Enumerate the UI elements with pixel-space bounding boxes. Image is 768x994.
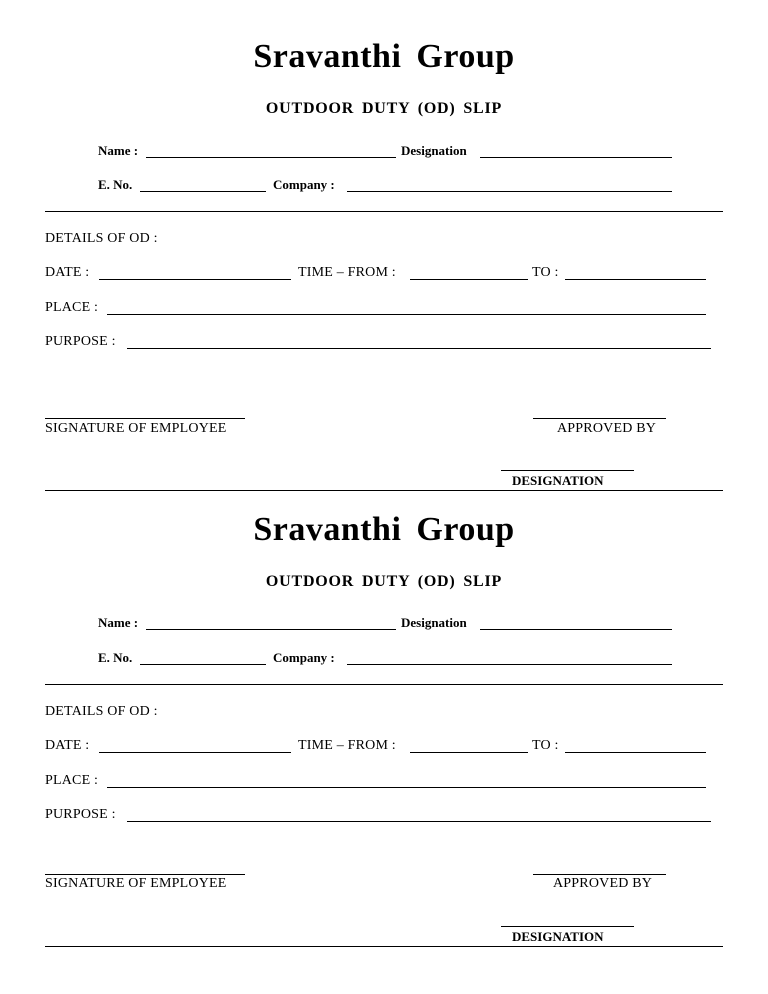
emp-no-label: E. No. [98, 650, 133, 665]
to-label: TO : [532, 265, 559, 280]
name-field-line[interactable] [146, 157, 396, 158]
time-from-field-line[interactable] [410, 279, 528, 280]
designation-sign-label: DESIGNATION [512, 473, 604, 488]
name-field-line[interactable] [146, 629, 396, 630]
purpose-field-line[interactable] [127, 348, 711, 349]
name-label: Name : [98, 143, 139, 158]
approved-by-label: APPROVED BY [553, 876, 653, 891]
company-label: Company : [273, 650, 335, 665]
od-slip-1 [0, 0, 768, 488]
date-field-line[interactable] [99, 279, 291, 280]
purpose-field-line[interactable] [127, 821, 711, 822]
section-divider [45, 684, 723, 685]
employee-signature-line[interactable] [45, 418, 245, 419]
emp-no-label: E. No. [98, 177, 133, 192]
company-title: Sravanthi Group [253, 38, 515, 75]
name-label: Name : [98, 615, 139, 630]
od-slip-2 [0, 473, 768, 953]
form-title: OUTDOOR DUTY (OD) SLIP [265, 100, 503, 117]
details-heading: DETAILS OF OD : [45, 704, 158, 719]
slip-bottom-rule [45, 946, 723, 947]
employee-signature-line[interactable] [45, 874, 245, 875]
emp-no-field-line[interactable] [140, 191, 266, 192]
section-divider [45, 211, 723, 212]
designation-sign-label: DESIGNATION [512, 929, 604, 944]
approver-signature-line[interactable] [533, 418, 666, 419]
emp-no-field-line[interactable] [140, 664, 266, 665]
form-title: OUTDOOR DUTY (OD) SLIP [265, 573, 503, 590]
company-label: Company : [273, 177, 335, 192]
date-field-line[interactable] [99, 752, 291, 753]
time-from-label: TIME – FROM : [298, 738, 396, 753]
purpose-label: PURPOSE : [45, 807, 116, 822]
time-to-field-line[interactable] [565, 752, 706, 753]
signature-label: SIGNATURE OF EMPLOYEE [45, 876, 227, 891]
time-from-field-line[interactable] [410, 752, 528, 753]
designation-label: Designation [401, 143, 467, 158]
date-label: DATE : [45, 265, 90, 280]
designation-field-line[interactable] [480, 629, 672, 630]
approved-by-label: APPROVED BY [557, 421, 657, 436]
purpose-label: PURPOSE : [45, 334, 116, 349]
place-field-line[interactable] [107, 787, 706, 788]
company-field-line[interactable] [347, 191, 672, 192]
time-from-label: TIME – FROM : [298, 265, 396, 280]
place-field-line[interactable] [107, 314, 706, 315]
designation-signature-line[interactable] [501, 470, 634, 471]
designation-field-line[interactable] [480, 157, 672, 158]
designation-signature-line[interactable] [501, 926, 634, 927]
company-title: Sravanthi Group [253, 511, 515, 548]
details-heading: DETAILS OF OD : [45, 231, 158, 246]
time-to-field-line[interactable] [565, 279, 706, 280]
signature-label: SIGNATURE OF EMPLOYEE [45, 421, 227, 436]
designation-label: Designation [401, 615, 467, 630]
to-label: TO : [532, 738, 559, 753]
place-label: PLACE : [45, 300, 99, 315]
approver-signature-line[interactable] [533, 874, 666, 875]
place-label: PLACE : [45, 773, 99, 788]
date-label: DATE : [45, 738, 90, 753]
company-field-line[interactable] [347, 664, 672, 665]
